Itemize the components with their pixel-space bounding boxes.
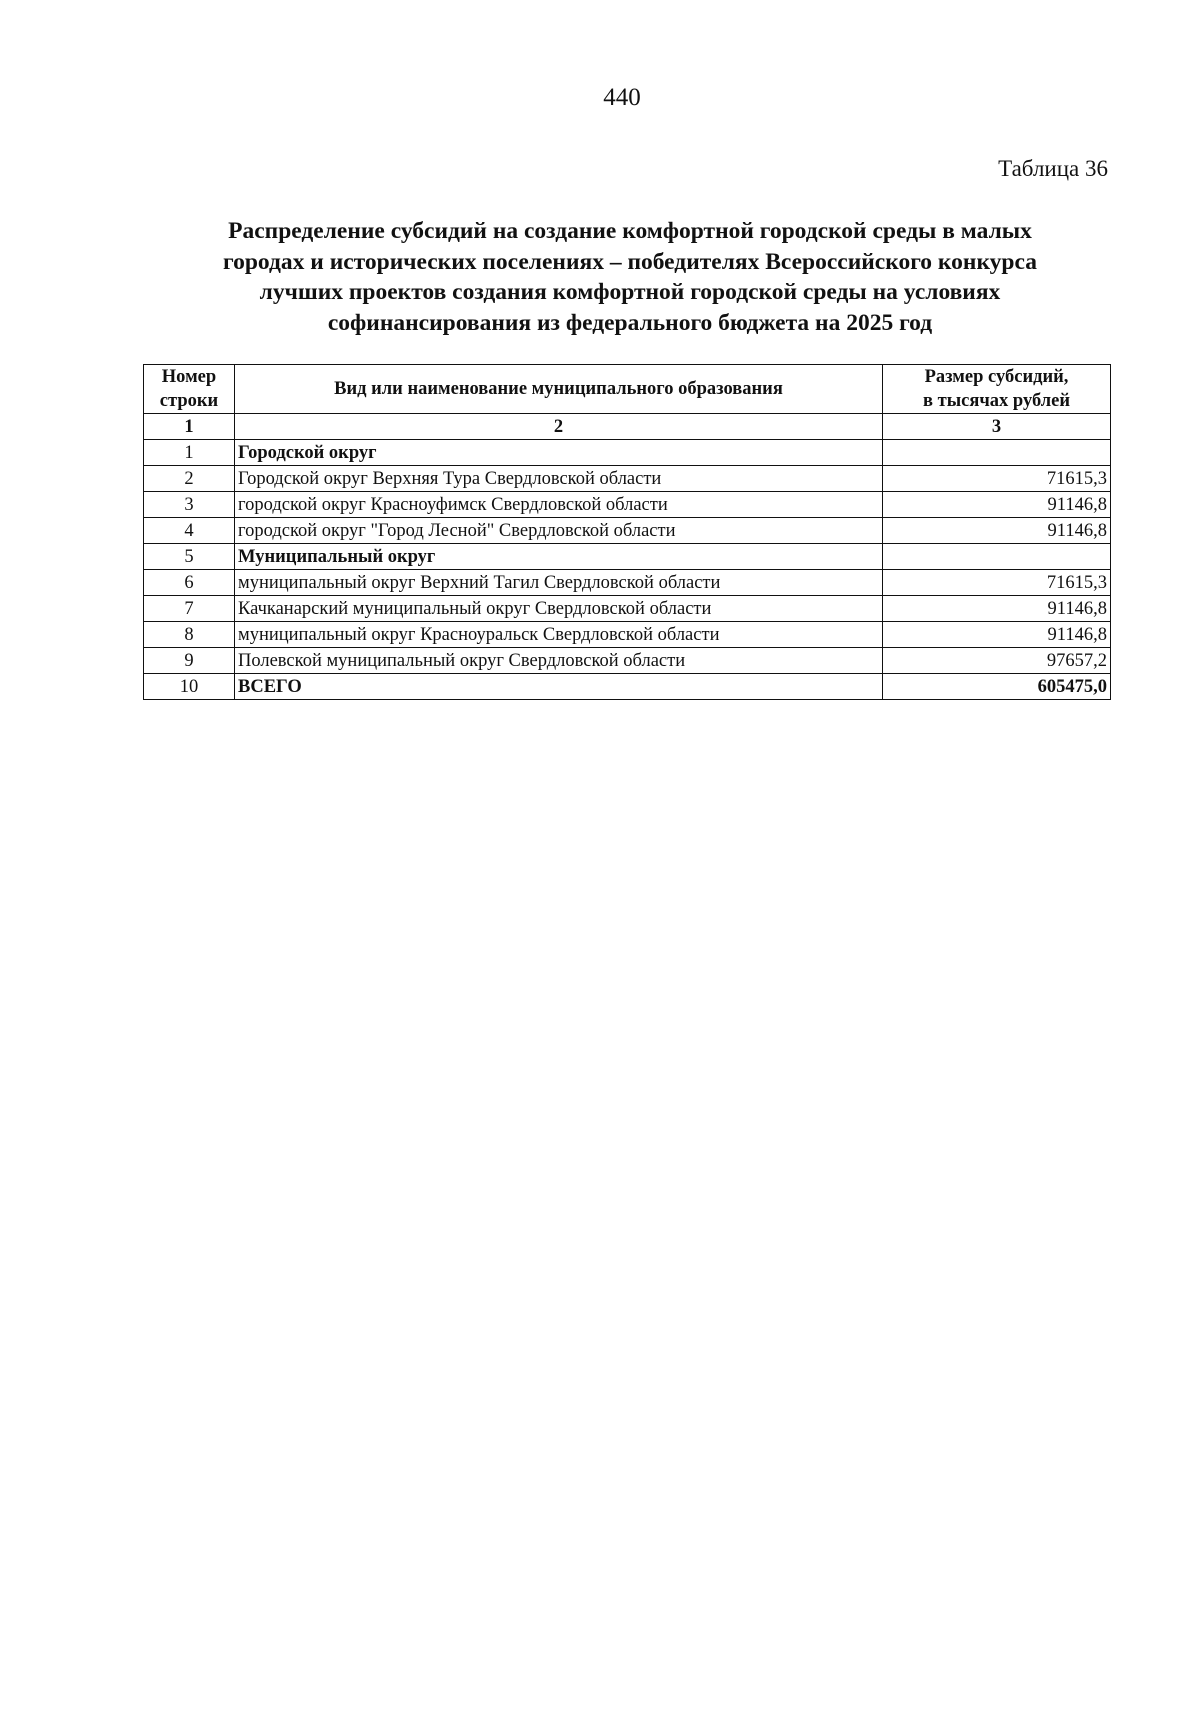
row-number-cell: 4 bbox=[144, 518, 235, 544]
municipality-name-cell: Полевской муниципальный округ Свердловской области bbox=[235, 648, 883, 674]
subsidy-table bbox=[143, 364, 1111, 700]
row-number-cell: 9 bbox=[144, 648, 235, 674]
header-subsidy-amount-line1: Размер субсидий, bbox=[924, 367, 1069, 387]
column-index: 1 bbox=[144, 414, 235, 440]
title-line: софинансирования из федерального бюджета на 2025 год bbox=[327, 309, 933, 336]
row-number-cell: 6 bbox=[144, 570, 235, 596]
subsidy-amount-cell: 605475,0 bbox=[883, 674, 1111, 700]
table-row bbox=[144, 596, 1111, 622]
table-label: Таблица 36 bbox=[998, 156, 1108, 181]
title-line: городах и исторических поселениях – победителях Всероссийского конкурса bbox=[223, 248, 1037, 275]
table-row bbox=[144, 544, 1111, 570]
subsidy-amount-cell: 91146,8 bbox=[883, 596, 1111, 622]
subsidy-amount-cell: 71615,3 bbox=[883, 570, 1111, 596]
municipality-name-cell: городской округ Красноуфимск Свердловской области bbox=[235, 492, 883, 518]
subsidy-amount-cell bbox=[883, 544, 1111, 570]
table-row bbox=[144, 440, 1111, 466]
row-number-cell: 10 bbox=[144, 674, 235, 700]
subsidy-amount-cell: 71615,3 bbox=[883, 466, 1111, 492]
municipality-name-cell: муниципальный округ Верхний Тагил Свердловской области bbox=[235, 570, 883, 596]
row-number-cell: 3 bbox=[144, 492, 235, 518]
row-number-cell: 1 bbox=[144, 440, 235, 466]
column-index: 2 bbox=[235, 414, 883, 440]
subsidy-amount-cell bbox=[883, 440, 1111, 466]
table-row bbox=[144, 570, 1111, 596]
municipality-name-cell: Городской округ bbox=[235, 440, 883, 466]
subsidy-amount-cell: 91146,8 bbox=[883, 622, 1111, 648]
subsidy-amount-cell: 91146,8 bbox=[883, 518, 1111, 544]
table-row bbox=[144, 648, 1111, 674]
header-row-number bbox=[144, 365, 235, 414]
page-number: 440 bbox=[603, 84, 641, 111]
header-row-number-line2: строки bbox=[159, 391, 219, 411]
document-title bbox=[180, 216, 1080, 338]
municipality-name-cell: Муниципальный округ bbox=[235, 544, 883, 570]
row-number-cell: 5 bbox=[144, 544, 235, 570]
table-header-row bbox=[144, 365, 1111, 414]
subsidy-amount-cell: 91146,8 bbox=[883, 492, 1111, 518]
table-row bbox=[144, 518, 1111, 544]
subsidy-amount-cell: 97657,2 bbox=[883, 648, 1111, 674]
municipality-name-cell: городской округ "Город Лесной" Свердловской области bbox=[235, 518, 883, 544]
header-subsidy-amount-line2: в тысячах рублей bbox=[922, 391, 1070, 411]
column-index-row bbox=[144, 414, 1111, 440]
title-line: лучших проектов создания комфортной городской среды на условиях bbox=[259, 279, 1001, 305]
table-row bbox=[144, 466, 1111, 492]
municipality-name-cell: Качканарский муниципальный округ Свердловской области bbox=[235, 596, 883, 622]
header-row-number-line1: Номер bbox=[161, 367, 217, 387]
municipality-name-cell: ВСЕГО bbox=[235, 674, 883, 700]
header-municipality-name: Вид или наименование муниципального образования bbox=[235, 365, 883, 414]
table-row bbox=[144, 492, 1111, 518]
row-number-cell: 8 bbox=[144, 622, 235, 648]
header-subsidy-amount bbox=[883, 365, 1111, 414]
table-row bbox=[144, 674, 1111, 700]
column-index: 3 bbox=[883, 414, 1111, 440]
title-line: Распределение субсидий на создание комфортной городской среды в малых bbox=[228, 218, 1032, 244]
municipality-name-cell: муниципальный округ Красноуральск Свердловской области bbox=[235, 622, 883, 648]
table-row bbox=[144, 622, 1111, 648]
row-number-cell: 2 bbox=[144, 466, 235, 492]
row-number-cell: 7 bbox=[144, 596, 235, 622]
municipality-name-cell: Городской округ Верхняя Тура Свердловской области bbox=[235, 466, 883, 492]
